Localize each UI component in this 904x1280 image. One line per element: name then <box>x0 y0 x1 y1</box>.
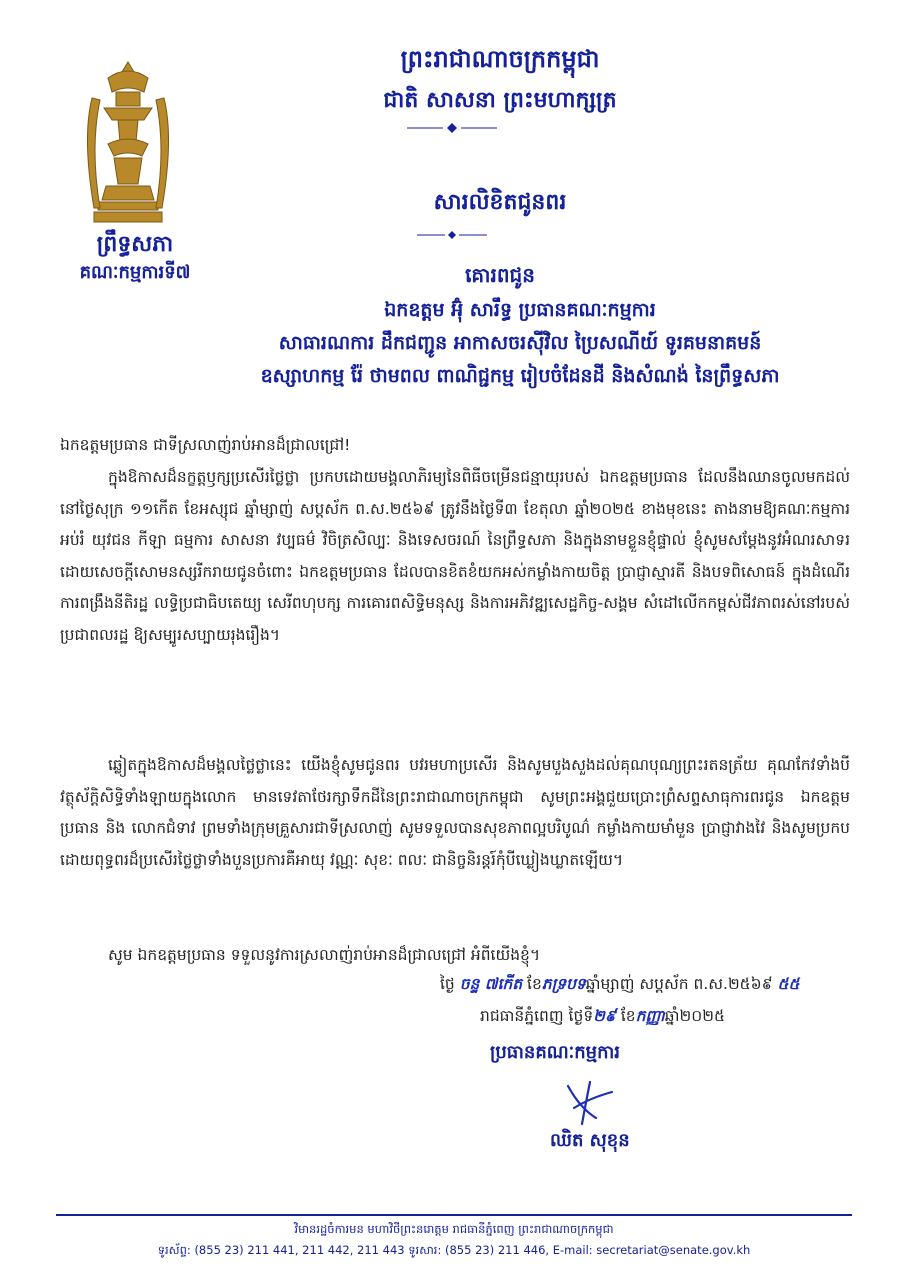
signer-name: ឈិត សុខុន <box>550 1130 630 1151</box>
day-handwritten: ២៩ <box>593 1006 616 1025</box>
salutation: ឯកឧត្តមប្រធាន ជាទីស្រលាញ់រាប់អានដ៏ជ្រាលជ្រៅ! <box>60 436 351 454</box>
year: ឆ្នាំ២០២៥ <box>664 1007 725 1025</box>
place-date-line <box>480 1006 904 1029</box>
lunar-date-line <box>440 974 870 997</box>
lunar-month-handwritten: ភទ្របទ <box>541 974 586 993</box>
institution-name: ព្រឹទ្ធសភា <box>96 232 174 257</box>
footer-divider <box>56 1214 852 1216</box>
month-handwritten: កញ្ញា <box>635 1006 665 1025</box>
closing-line: សូម ឯកឧត្តមប្រធាន ទទួលនូវការស្រលាញ់រាប់អានដ៏ជ្រាលជ្រៅ អំពីយើងខ្ញុំ។ <box>108 946 541 964</box>
kingdom-heading: ព្រះរាជាណាចក្រកម្ពុជា <box>400 45 600 73</box>
lunar-year-handwritten: ៥៥ <box>777 974 800 993</box>
signature-icon <box>560 1078 620 1128</box>
committee-name: គណៈកម្មការទី៧ <box>79 262 191 283</box>
body-paragraph: ឆ្លៀតក្នុងឱកាសដ៏មង្គលថ្លៃថ្លានេះ យើងខ្ញុំសូមជូនពរ បវរមហាប្រសើរ និងសូមបួងសួងដល់គុណបុណ្យព្រះរតនត្រ័យ គុណកែវទាំងបី វត្ថុស័ក្តិសិទ្ធិទាំងឡាយក្នុងលោក មានទេវតាថែរក្សាទឹកដីនៃព្រះរាជាណាចក្រកម្ពុជា សូមព្រះអង្គជួយប្រោះព្រំសព្ទសាធុការពរជូន ឯកឧត្តមប្រធាន និង លោកជំទាវ ព្រមទាំងក្រុមគ្រួសារជាទីស្រលាញ់ សូមទទួលបានសុខភាពល្អបរិបូណ៌ កម្លាំងកាយមាំមួន ប្រាជ្ញាវាងវៃ និងសូមប្រកបដោយពុទ្ធពរដ៏ប្រសើរថ្លៃថ្លាទាំងបួនប្រការគឺអាយុ វណ្ណៈ សុខៈ ពលៈ ជានិច្ចនិរន្តរ៍កុំបីឃ្លៀងឃ្លាតឡើយ។ <box>60 756 850 869</box>
footer-contact: ទូរស័ព្ទ: (855 23) 211 441, 211 442, 211 443 ទូរសារ: (855 23) 211 446, E-mail: secretariat@senate.gov.kh <box>157 1243 751 1257</box>
month-prefix: ខែ <box>620 1007 636 1025</box>
senate-emblem-icon <box>78 58 178 228</box>
recipient-line: សាធារណការ ដឹកជញ្ជូន អាកាសចរស៊ីវិល ប្រៃសណីយ៍ ទូរគមនាគមន៍ <box>278 332 762 354</box>
recipient-line: ឧស្សាហកម្ម រ៉ែ ថាមពល ពាណិជ្ជកម្ម រៀបចំដែនដី និងសំណង់ នៃព្រឹទ្ធសភា <box>260 365 780 387</box>
document-title: សារលិខិតជូនពរ <box>433 190 567 215</box>
body-paragraph: ក្នុងឱកាសដ៏នក្ខត្តឫក្សប្រសើរថ្លៃថ្លា ប្រកបដោយមង្គលាភិរម្យនៃពិធីចម្រើនជន្មាយុរបស់ ឯកឧត្តមប្រធាន ដែលនឹងឈានចូលមកដល់នៅថ្ងៃសុក្រ ១១កើត ខែអស្សុជ ឆ្នាំម្សាញ់ សប្តស័ក ព.ស.២៥៦៩ ត្រូវនឹងថ្ងៃទី៣ ខែតុលា ឆ្នាំ២០២៥ ខាងមុខនេះ តាងនាមឱ្យគណៈកម្មការអប់រំ យុវជន កីឡា ធម្មការ សាសនា វប្បធម៌ វិចិត្រសិល្បៈ និងទេសចរណ៍ នៃព្រឹទ្ធសភា និងក្នុងនាមខ្លួនខ្ញុំផ្ទាល់ ខ្ញុំសូមសម្តែងនូវអំណរសាទរដោយសេចក្តីសោមនស្សរីករាយជូនចំពោះ ឯកឧត្តមប្រធាន ដែលបានខិតខំយកអស់កម្លាំងកាយចិត្ត ប្រាជ្ញាស្មារតី និងបទពិសោធន៍ ក្នុងដំណើរការពង្រឹងនីតិរដ្ឋ លទ្ធិប្រជាធិបតេយ្យ សេរីពហុបក្ស ការគោរពសិទ្ធិមនុស្ស និងការអភិវឌ្ឍសេដ្ឋកិច្ច-សង្គម សំដៅលើកកម្ពស់ជីវភាពរស់នៅរបស់ប្រជាពលរដ្ឋ ឱ្យសម្បូរសប្បាយរុងរឿង។ <box>60 468 850 644</box>
motto-heading: ជាតិ សាសនា ព្រះមហាក្សត្រ <box>383 88 617 113</box>
lunar-day-handwritten: ចន្ទ ៧កើត <box>459 974 523 993</box>
ornament-divider <box>0 230 904 244</box>
lunar-prefix: ថ្ងៃ <box>440 975 455 993</box>
recipient-line: ឯកឧត្តម អ៊ុំ សារឹទ្ធ ប្រធានគណៈកម្មការ <box>384 299 656 321</box>
signer-title: ប្រធានគណៈកម្មការ <box>490 1042 620 1063</box>
greeting: គោរពជូន <box>465 263 535 287</box>
footer-address: វិមានរដ្ឋចំការមន មហាវិថីព្រះនរោត្តម រាជធានីភ្នំពេញ ព្រះរាជាណាចក្រកម្ពុជា <box>294 1222 614 1236</box>
lunar-year: ឆ្នាំម្សាញ់ សប្តស័ក ព.ស.២៥៦៩ <box>585 975 773 993</box>
ornament-divider <box>0 122 904 136</box>
place-date-prefix: រាជធានីភ្នំពេញ ថ្ងៃទី <box>480 1007 594 1025</box>
lunar-month-prefix: ខែ <box>527 975 542 993</box>
